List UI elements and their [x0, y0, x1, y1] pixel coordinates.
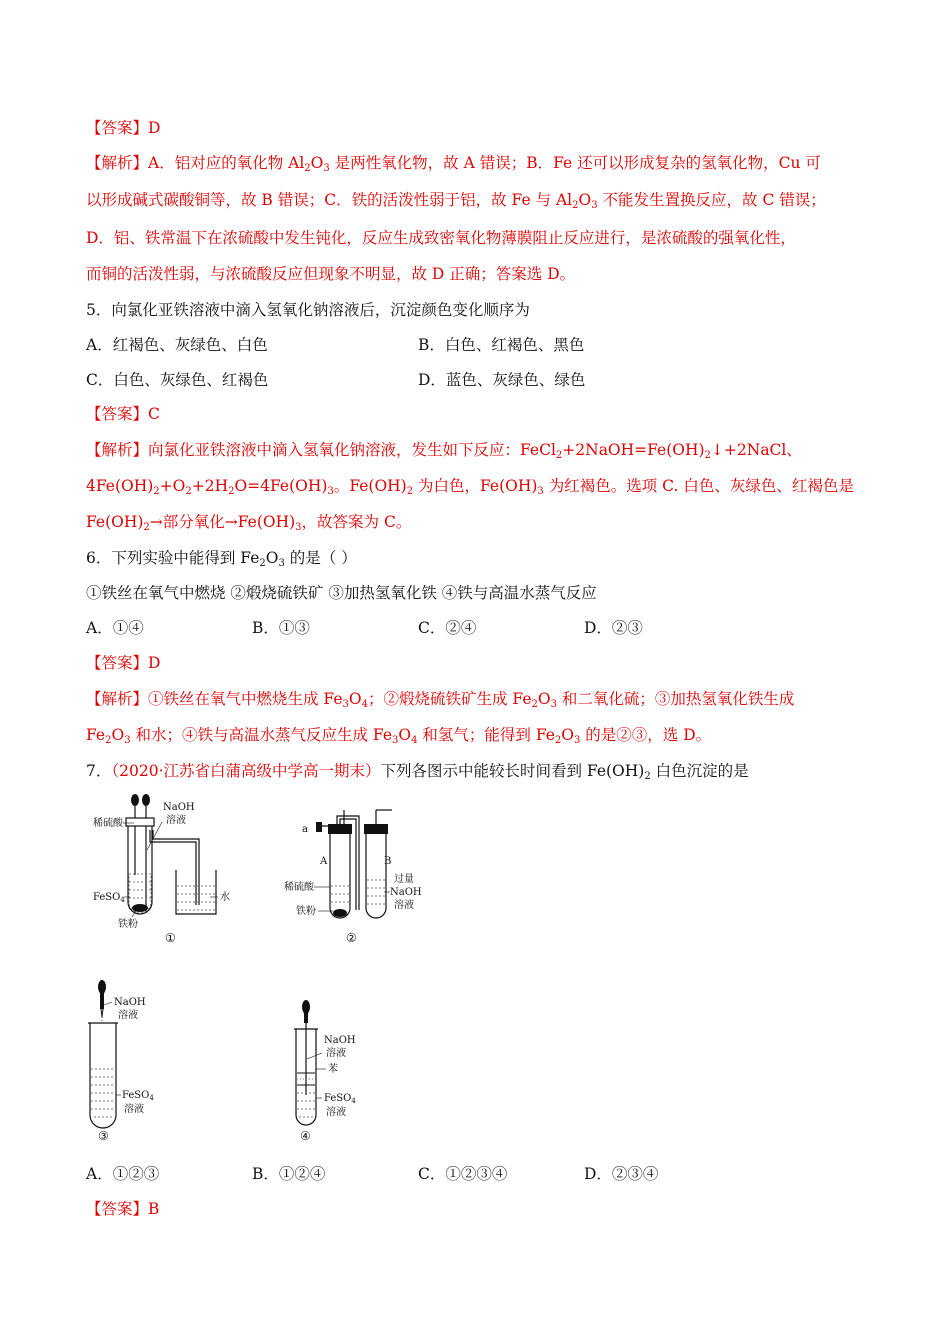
test-tube-icon — [330, 834, 350, 918]
q7-option-b: B．①②④ — [252, 1165, 326, 1183]
label-dilute-sulfuric-acid: 稀硫酸 — [93, 818, 123, 829]
q4-analysis-line3: D．铝、铁常温下在浓硫酸中发生钝化，反应生成致密氧化物薄膜阻止反应进行，是浓硫酸的强氧化性， — [86, 229, 796, 247]
label-feso4 — [93, 892, 125, 904]
q5-option-b: B．白色、红褐色、黑色 — [418, 336, 585, 354]
text: 为白色，Fe(OH) — [413, 477, 538, 495]
text: +O — [159, 477, 186, 495]
text: Fe(OH) — [86, 513, 144, 531]
label-benzene: 苯 — [328, 1064, 338, 1075]
clamp-icon — [316, 822, 322, 832]
dropper-bulb-icon — [142, 794, 150, 806]
subscript: 4 — [149, 1094, 154, 1102]
subscript: 2 — [555, 450, 563, 461]
q6-items: ①铁丝在氧气中燃烧 ②煅烧硫铁矿 ③加热氢氧化铁 ④铁与高温水蒸气反应 — [86, 584, 597, 602]
text: →部分氧化→Fe(OH) — [149, 513, 296, 531]
label-tube-b: B — [384, 856, 392, 867]
q5-analysis-line1 — [86, 440, 802, 460]
label-naoh: NaOH — [163, 802, 195, 813]
subscript: 3 — [327, 486, 334, 497]
text: O=4Fe(OH) — [234, 477, 328, 495]
subscript: 2 — [259, 558, 266, 569]
text: O — [265, 549, 279, 567]
test-tube-icon — [366, 834, 386, 918]
figure-number: ④ — [300, 1129, 311, 1143]
q7-option-a: A．①②③ — [86, 1165, 160, 1183]
text: O — [111, 726, 125, 744]
subscript: 2 — [406, 486, 414, 497]
q5-analysis-line3 — [86, 512, 411, 532]
subscript: 3 — [278, 558, 285, 569]
label-naoh: NaOH — [324, 1035, 356, 1046]
text: ↓+2NaCl、 — [710, 441, 802, 459]
figure-3-apparatus — [86, 975, 206, 1145]
text: 6．下列实验中能得到 Fe — [86, 549, 260, 567]
text: 白色沉淀的是 — [650, 762, 749, 780]
text: FeSO — [324, 1093, 352, 1104]
text: 以形成碱式碳酸铜等，故 B 错误；C．铁的活泼性弱于铝，故 Fe 与 Al — [86, 191, 573, 209]
subscript: 3 — [392, 735, 399, 746]
subscript: 2 — [143, 522, 150, 533]
text: ，故答案为 C。 — [301, 513, 412, 531]
q4-analysis-line2 — [86, 190, 826, 210]
test-tube-icon — [128, 826, 152, 914]
q4-analysis-line4: 而铜的活泼性弱，与浓硫酸反应但现象不明显，故 D 正确；答案选 D。 — [86, 265, 576, 283]
label-naoh: NaOH — [114, 997, 146, 1008]
subscript: 2 — [304, 163, 311, 174]
subscript: 2 — [572, 200, 579, 211]
q6-option-b: B．①③ — [252, 619, 310, 637]
figure-4-apparatus — [290, 995, 410, 1145]
q5-answer: 【答案】C — [86, 405, 160, 423]
text: 下列各图示中能较长时间看到 Fe(OH) — [380, 762, 645, 780]
q6-answer: 【答案】D — [86, 654, 161, 672]
text: O — [578, 191, 592, 209]
dropper-bulb-icon — [302, 1000, 310, 1014]
figure-1-apparatus — [86, 790, 246, 950]
q5-stem: 5．向氯化亚铁溶液中滴入氢氧化钠溶液后，沉淀颜色变化顺序为 — [86, 301, 530, 319]
subscript: 2 — [228, 486, 235, 497]
label-solution: 溶液 — [326, 1107, 346, 1118]
dropper-bulb-icon — [98, 980, 106, 994]
q5-option-d: D．蓝色、灰绿色、绿色 — [418, 371, 586, 389]
text: 不能发生置换反应，故 C 错误； — [597, 191, 826, 209]
subscript: 2 — [704, 450, 711, 461]
figure-number: ② — [346, 931, 357, 945]
text: 【解析】向氯化亚铁溶液中滴入氢氧化钠溶液，发生如下反应：FeCl — [86, 441, 556, 459]
subscript: 4 — [351, 1097, 356, 1105]
question-source: （2020·江苏省白蒲高级中学高一期末） — [111, 762, 381, 780]
q4-answer: 【答案】D — [86, 119, 161, 137]
label-naoh: NaOH — [390, 887, 422, 898]
question-number: 7． — [86, 762, 112, 780]
text: 【解析】A．铝对应的氧化物 Al — [86, 154, 305, 172]
label-solution: 溶液 — [394, 900, 414, 911]
label-iron-powder: 铁粉 — [118, 919, 138, 930]
text: 的是（ ） — [284, 549, 357, 567]
subscript: 3 — [574, 735, 581, 746]
label-feso4 — [122, 1090, 154, 1102]
dropper-bulb-icon — [131, 794, 139, 806]
subscript: 2 — [153, 486, 160, 497]
subscript: 2 — [554, 735, 562, 746]
subscript: 3 — [342, 699, 349, 710]
subscript: 4 — [361, 699, 368, 710]
subscript: 2 — [644, 771, 651, 782]
text: +2NaOH=Fe(OH) — [562, 441, 705, 459]
label-tube-a: A — [320, 856, 328, 867]
label-water: 水 — [220, 892, 230, 903]
text: +2H — [191, 477, 229, 495]
label-a: a — [302, 824, 308, 835]
text: O — [348, 690, 362, 708]
subscript: 3 — [124, 735, 131, 746]
text: 和水；④铁与高温水蒸气反应生成 Fe — [130, 726, 392, 744]
figure-2-apparatus — [280, 790, 450, 950]
subscript: 3 — [591, 200, 598, 211]
q6-stem — [86, 548, 357, 568]
q5-analysis-line2 — [86, 476, 854, 496]
subscript: 3 — [323, 163, 330, 174]
text: O — [561, 726, 574, 744]
q6-option-c: C．②④ — [418, 619, 477, 637]
q7-answer: 【答案】B — [86, 1200, 160, 1218]
q7-stem — [86, 761, 749, 781]
text: 和氢气；能得到 Fe — [417, 726, 555, 744]
label-solution: 溶液 — [326, 1048, 346, 1059]
q5-option-c: C．白色、灰绿色、红褐色 — [86, 371, 269, 389]
text: ；②煅烧硫铁矿生成 Fe — [367, 690, 532, 708]
text: Fe — [86, 726, 106, 744]
q6-option-a: A．①④ — [86, 619, 144, 637]
q6-analysis-line2 — [86, 725, 711, 745]
text: O — [537, 690, 551, 708]
subscript: 4 — [120, 896, 125, 904]
label-feso4 — [324, 1093, 356, 1105]
label-dilute-sulfuric-acid: 稀硫酸 — [284, 882, 314, 893]
subscript: 2 — [531, 699, 538, 710]
text: 是两性氧化物，故 A 错误；B．Fe 还可以形成复杂的氢氧化物，Cu 可 — [329, 154, 821, 172]
subscript: 3 — [537, 486, 544, 497]
q6-analysis-line1 — [86, 689, 794, 709]
subscript: 4 — [411, 735, 418, 746]
label-solution: 溶液 — [118, 1010, 138, 1021]
subscript: 3 — [550, 699, 557, 710]
text: FeSO — [122, 1090, 150, 1101]
figure-number: ① — [165, 931, 176, 945]
text: O — [310, 154, 324, 172]
text: 为红褐色。选项 C. 白色、灰绿色、红褐色是 — [543, 477, 854, 495]
label-solution: 溶液 — [124, 1104, 144, 1115]
text: O — [398, 726, 412, 744]
text: 4Fe(OH) — [86, 477, 154, 495]
q7-option-c: C．①②③④ — [418, 1165, 508, 1183]
figure-number: ③ — [98, 1129, 109, 1143]
text: 。Fe(OH) — [333, 477, 407, 495]
text: 【解析】①铁丝在氧气中燃烧生成 Fe — [86, 690, 343, 708]
text: FeSO — [93, 892, 121, 903]
q6-option-d: D．②③ — [584, 619, 643, 637]
q4-analysis-line1 — [86, 153, 821, 173]
subscript: 2 — [185, 486, 192, 497]
subscript: 2 — [105, 735, 112, 746]
q5-option-a: A．红褐色、灰绿色、白色 — [86, 336, 268, 354]
label-solution: 溶液 — [166, 815, 186, 826]
q7-option-d: D．②③④ — [584, 1165, 659, 1183]
test-tube-icon — [90, 1023, 116, 1128]
text: 和二氧化硫；③加热氢氧化铁生成 — [556, 690, 795, 708]
label-excess: 过量 — [394, 874, 414, 885]
text: 的是②③，选 D。 — [580, 726, 712, 744]
label-iron-powder: 铁粉 — [296, 906, 316, 917]
subscript: 3 — [295, 522, 302, 533]
